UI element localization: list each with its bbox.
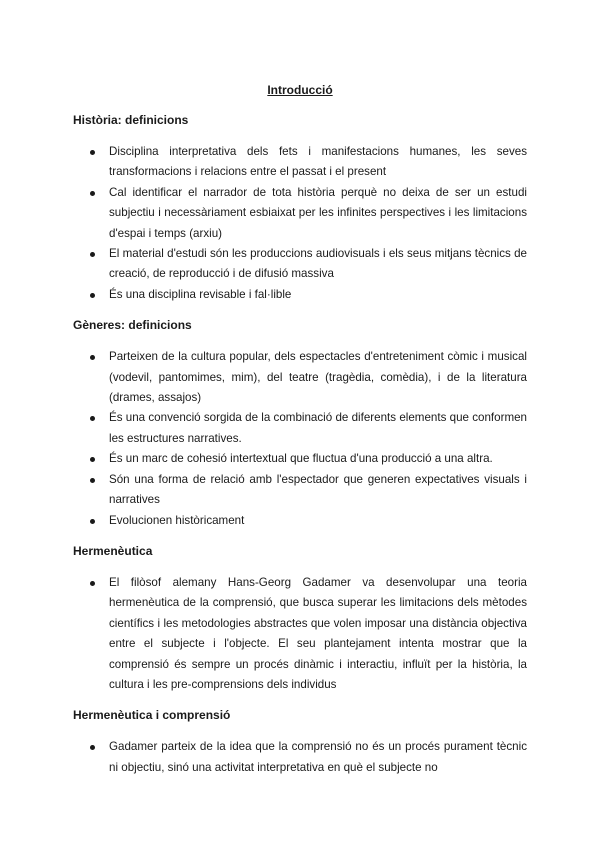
list-item-text: Parteixen de la cultura popular, dels espectacles d'entreteniment còmic i musical (vodevil, pantomimes, mim), del teatre (tragèdia, comèdia), i de la literatura (drames, assajos) — [109, 350, 527, 405]
list-item — [73, 285, 527, 305]
bullet-icon — [90, 416, 95, 421]
list-item-text: És una disciplina revisable i fal·lible — [109, 287, 292, 301]
list-item — [73, 142, 527, 183]
list-item — [73, 347, 527, 408]
bullet-icon — [90, 457, 95, 462]
bullet-icon — [90, 150, 95, 155]
bullet-list — [73, 142, 527, 305]
section-heading: Hermenèutica i comprensió — [73, 708, 231, 723]
bullet-icon — [90, 519, 95, 524]
list-item — [73, 737, 527, 778]
list-item — [73, 470, 527, 511]
section-generes — [73, 317, 527, 531]
list-item — [73, 449, 527, 469]
list-item-text: És una convenció sorgida de la combinació de diferents elements que conformen les estructures narratives. — [109, 411, 527, 445]
bullet-icon — [90, 355, 95, 360]
list-item-text: Disciplina interpretativa dels fets i manifestacions humanes, les seves transformacions i relacions entre el passat i el present — [109, 145, 527, 179]
document-title: Introducció — [267, 83, 333, 97]
list-item — [73, 511, 527, 531]
list-item-text: El filòsof alemany Hans-Georg Gadamer va desenvolupar una teoria hermenèutica de la comprensió, que busca superar les limitacions dels mètodes científics i les metodologies abstractes que volen imposar una distància objectiva entre el subjecte i l'objecte. El seu plantejament intenta mostrar que la comprensió és sempre un procés dinàmic i interactiu, influït per la història, la cultura i les pre-comprensions dels individus — [109, 575, 527, 691]
bullet-icon — [90, 478, 95, 483]
bullet-icon — [90, 581, 95, 586]
list-item-text: Gadamer parteix de la idea que la comprensió no és un procés purament tècnic ni objectiu, sinó una activitat interpretativa en què el subjecte no — [109, 740, 527, 774]
list-item-text: El material d'estudi són les produccions audiovisuals i els seus mitjans tècnics de creació, de reproducció i de difusió massiva — [109, 247, 527, 281]
bullet-icon — [90, 252, 95, 257]
list-item-text: Evolucionen històricament — [109, 513, 245, 527]
list-item-text: És un marc de cohesió intertextual que fluctua d'una producció a una altra. — [109, 452, 493, 466]
bullet-icon — [90, 745, 95, 750]
bullet-list — [73, 347, 527, 531]
section-heading: Hermenèutica — [73, 543, 153, 558]
section-historia — [73, 112, 527, 305]
section-heading: Història: definicions — [73, 113, 189, 127]
list-item — [73, 573, 527, 695]
section-hermeneutica — [73, 543, 527, 695]
list-item — [73, 244, 527, 285]
bullet-list — [73, 573, 527, 695]
list-item — [73, 408, 527, 449]
section-heading: Gèneres: definicions — [73, 318, 192, 333]
list-item — [73, 183, 527, 244]
section-hermeneutica-comprensio — [73, 707, 527, 778]
bullet-icon — [90, 293, 95, 298]
bullet-icon — [90, 191, 95, 196]
list-item-text: Són una forma de relació amb l'espectador que generen expectatives visuals i narratives — [109, 472, 527, 507]
bullet-list — [73, 737, 527, 778]
list-item-text: Cal identificar el narrador de tota història perquè no deixa de ser un estudi subjectiu i necessàriament esbiaixat per les infinites perspectives i les limitacions d'espai i temps (arxiu) — [109, 185, 527, 240]
